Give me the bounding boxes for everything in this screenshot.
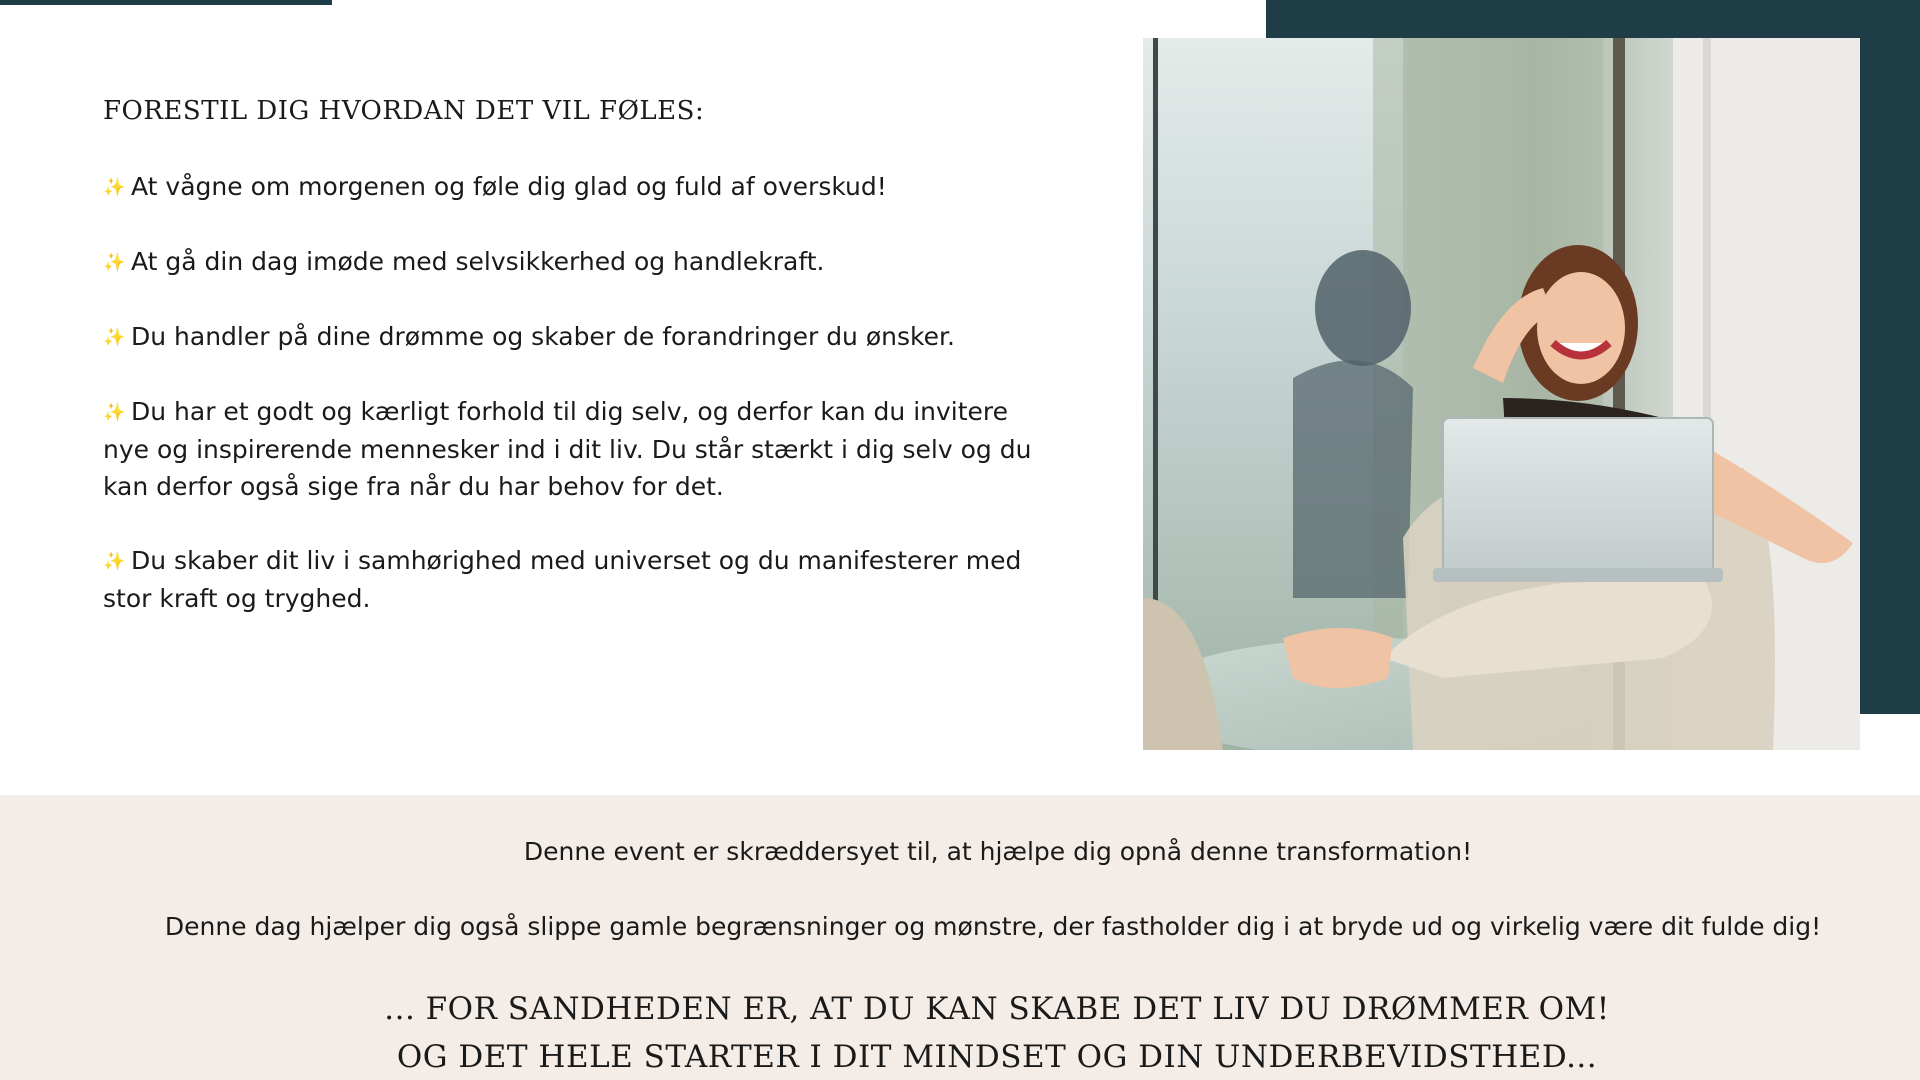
sparkles-icon: ✨ bbox=[103, 252, 126, 273]
top-accent-line bbox=[0, 0, 332, 5]
benefit-text: At vågne om morgenen og føle dig glad og fuld af overskud! bbox=[131, 172, 887, 201]
benefit-item bbox=[103, 168, 1043, 206]
benefit-text: Du handler på dine drømme og skaber de forandringer du ønsker. bbox=[131, 322, 955, 351]
band-text-line: Denne dag hjælper dig også slippe gamle begrænsninger og mønstre, der fastholder dig i at bryde ud og virkelig være dit fulde dig! bbox=[164, 912, 1822, 941]
woman-with-laptop-photo bbox=[1143, 38, 1860, 750]
band-headline: OG DET HELE STARTER I DIT MINDSET OG DIN UNDERBEVIDSTHED... bbox=[396, 1039, 1598, 1075]
benefit-text: At gå din dag imøde med selvsikkerhed og handlekraft. bbox=[131, 247, 825, 276]
benefit-text: Du har et godt og kærligt forhold til dig selv, og derfor kan du invitere nye og inspirerende mennesker ind i dit liv. Du står stærkt i dig selv og du kan derfor også sige fra når du har behov for det. bbox=[103, 397, 1032, 501]
sparkles-light-icon: ✨ bbox=[103, 551, 126, 572]
benefits-section bbox=[103, 92, 1043, 654]
benefit-item bbox=[103, 243, 1043, 281]
benefit-item bbox=[103, 318, 1043, 356]
sparkles-light-icon: ✨ bbox=[103, 327, 126, 348]
benefit-item bbox=[103, 542, 1043, 617]
band-headline: ... FOR SANDHEDEN ER, AT DU KAN SKABE DET LIV DU DRØMMER OM! bbox=[384, 991, 1610, 1027]
band-text-line: Denne event er skræddersyet til, at hjælpe dig opnå denne transformation! bbox=[523, 837, 1473, 866]
transformation-band bbox=[0, 795, 1920, 1080]
sparkles-icon: ✨ bbox=[103, 177, 126, 198]
benefit-item bbox=[103, 393, 1043, 505]
benefit-text: Du skaber dit liv i samhørighed med universet og du manifesterer med stor kraft og tryghed. bbox=[103, 546, 1022, 613]
section-heading: FORESTIL DIG HVORDAN DET VIL FØLES: bbox=[103, 96, 705, 126]
sparkles-light-icon: ✨ bbox=[103, 402, 126, 423]
